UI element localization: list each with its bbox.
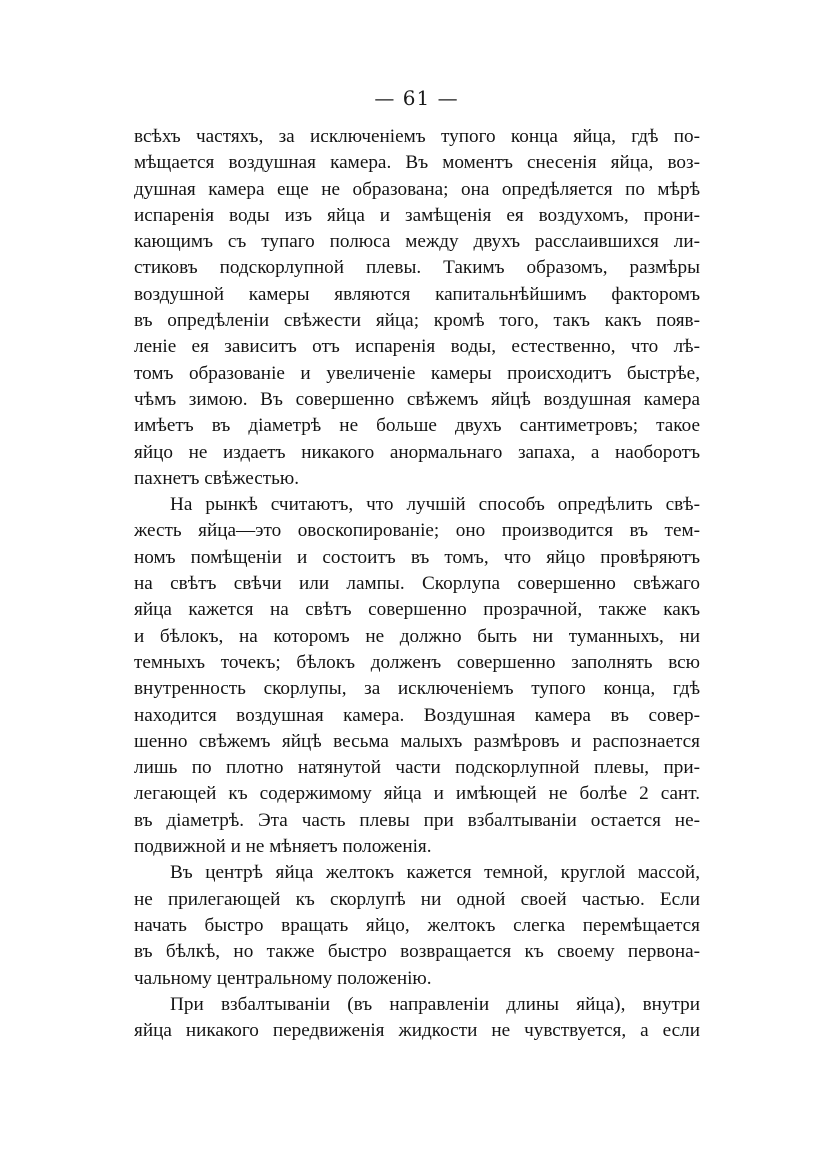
text-line: лишь по плотно натянутой части подскорлупной плевы, при- xyxy=(134,757,700,779)
text-line: начать быстро вращать яйцо, желтокъ слегка перемѣщается xyxy=(134,914,700,936)
text-line: находится воздушная камера. Воздушная камера въ совер- xyxy=(134,704,700,726)
page-number: — 61 — xyxy=(374,86,459,110)
text-line: томъ образованіе и увеличеніе камеры происходитъ быстрѣе, xyxy=(134,362,700,384)
text-line: пахнетъ свѣжестью. xyxy=(134,467,300,489)
text-line: номъ помѣщеніи и состоитъ въ томъ, что яйцо провѣряютъ xyxy=(134,546,700,568)
paragraph xyxy=(134,992,700,1045)
text-line: не прилегающей къ скорлупѣ ни одной своей частью. Если xyxy=(134,888,700,910)
paragraph xyxy=(134,492,700,860)
text-line: на свѣтъ свѣчи или лампы. Скорлупа совершенно свѣжаго xyxy=(134,573,700,595)
text-line: яйцо не издаетъ никакого анормальнаго запаха, а наоборотъ xyxy=(134,441,700,463)
text-line: имѣетъ въ діаметрѣ не больше двухъ сантиметровъ; такое xyxy=(134,415,700,437)
text-line: подвижной и не мѣняетъ положенія. xyxy=(134,836,432,858)
text-line: жесть яйца—это овоскопированіе; оно производится въ тем- xyxy=(134,520,700,542)
text-line: и бѣлокъ, на которомъ не должно быть ни туманныхъ, ни xyxy=(134,625,700,647)
text-line: чѣмъ зимою. Въ совершенно свѣжемъ яйцѣ воздушная камера xyxy=(134,388,700,410)
paragraph xyxy=(134,860,700,991)
text-line: внутренность скорлупы, за исключеніемъ тупого конца, гдѣ xyxy=(134,678,700,700)
text-line: При взбалтываніи (въ направленіи длины яйца), внутри xyxy=(170,993,700,1015)
text-line: Въ центрѣ яйца желтокъ кажется темной, круглой массой, xyxy=(170,862,700,884)
text-line: душная камера еще не образована; она опредѣляется по мѣрѣ xyxy=(134,178,700,200)
text-line: всѣхъ частяхъ, за исключеніемъ тупого конца яйца, гдѣ по- xyxy=(134,126,700,147)
text-line: легающей къ содержимому яйца и имѣющей не болѣе 2 сант. xyxy=(134,783,700,805)
text-line: въ опредѣленіи свѣжести яйца; кромѣ того, такъ какъ появ- xyxy=(134,310,700,332)
text-line: На рынкѣ считаютъ, что лучшій способъ опредѣлить свѣ- xyxy=(170,494,700,516)
text-line: яйца никакого передвиженія жидкости не чувствуется, а если xyxy=(134,1020,700,1042)
text-line: стиковъ подскорлупной плевы. Такимъ образомъ, размѣры xyxy=(134,257,700,279)
text-line: воздушной камеры являются капитальнѣйшимъ факторомъ xyxy=(134,283,700,305)
text-line: испаренія воды изъ яйца и замѣщенія ея воздухомъ, прони- xyxy=(134,204,700,226)
text-line: шенно свѣжемъ яйцѣ весьма малыхъ размѣровъ и распознается xyxy=(134,730,700,752)
text-line: въ діаметрѣ. Эта часть плевы при взбалтываніи остается не- xyxy=(134,809,700,831)
text-line: мѣщается воздушная камера. Въ моментъ снесенія яйца, воз- xyxy=(134,152,700,174)
text-line: яйца кажется на свѣтъ совершенно прозрачной, также какъ xyxy=(134,599,700,621)
body-text xyxy=(134,124,700,1044)
text-line: темныхъ точекъ; бѣлокъ долженъ совершенно заполнять всю xyxy=(134,651,700,673)
text-line: кающимъ съ тупаго полюса между двухъ расслаившихся ли- xyxy=(134,231,700,253)
text-line: въ бѣлкѣ, но также быстро возвращается къ своему первона- xyxy=(134,941,700,963)
text-line: леніе ея зависитъ отъ испаренія воды, естественно, что лѣ- xyxy=(134,336,700,358)
text-line: чальному центральному положенію. xyxy=(134,967,432,989)
paragraph xyxy=(134,124,700,492)
